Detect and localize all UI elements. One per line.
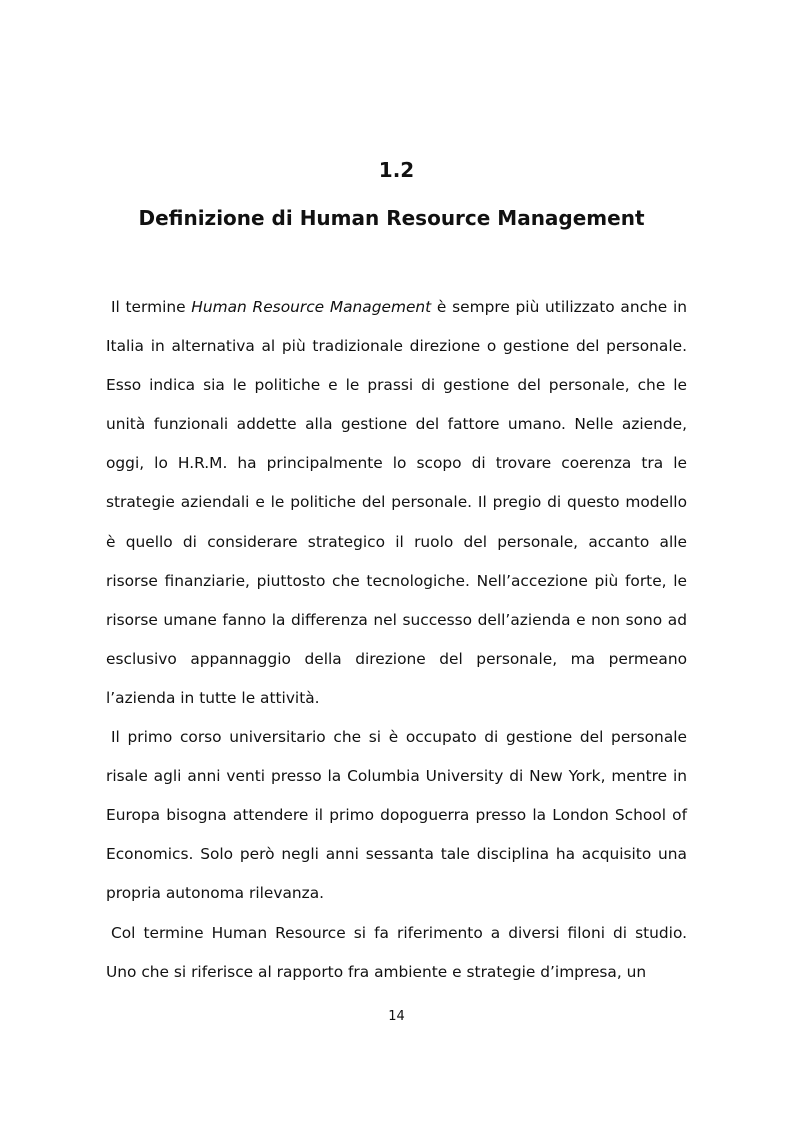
paragraph-3: Col termine Human Resource si fa riferimento a diversi filoni di studio. Uno che si riferisce al rapporto fra ambiente e strategie d’impresa, un	[106, 923, 687, 981]
paragraph-1-lead: Il termine	[111, 298, 192, 316]
paragraph-2: Il primo corso universitario che si è occupato di gestione del personale risale agli anni venti presso la Columbia University di New York, mentre in Europa bisogna attendere il primo dopoguerra presso la London School of Economics. Solo però negli anni sessanta tale disciplina ha acquisito una propria autonoma rilevanza.	[106, 728, 687, 903]
section-title: Definizione di Human Resource Management	[138, 206, 645, 230]
paragraph-1-rest: è sempre più utilizzato anche in Italia in alternativa al più tradizionale direzione o gestione del personale. Esso indica sia le politiche e le prassi di gestione del personale, che le unità funzionali addette alla gestione del fattore umano. Nelle aziende, oggi, lo H.R.M. ha principalmente lo scopo di trovare coerenza tra le strategie aziendali e le politiche del personale. Il pregio di questo modello è quello di considerare strategico il ruolo del personale, accanto alle risorse finanziarie, piuttosto che tecnologiche. Nell’accezione più forte, le risorse umane fanno la differenza nel successo dell’azienda e non sono ad esclusivo appannaggio della direzione del personale, ma permeano l’azienda in tutte le attività.	[106, 298, 687, 707]
paragraph-1-emphasis: Human Resource Management	[191, 298, 432, 316]
page-number: 14	[388, 1009, 405, 1024]
body-text	[106, 288, 687, 992]
paragraph-1	[106, 288, 687, 718]
section-number: 1.2	[378, 158, 415, 182]
